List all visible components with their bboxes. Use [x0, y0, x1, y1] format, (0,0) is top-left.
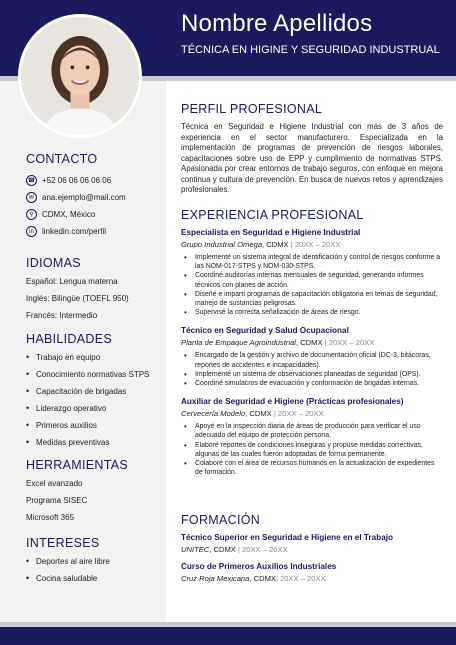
- skill-item: • Conocimiento normativas STPS: [26, 369, 166, 386]
- skills-heading: HABILIDADES: [26, 332, 112, 346]
- job-bullet: • Supervisé la correcta señalización de áreas de riesgo.: [181, 308, 443, 317]
- education-meta: [181, 574, 443, 583]
- skills-section: [26, 332, 166, 454]
- job-entry: [181, 228, 443, 317]
- candidate-role: TÉCNICA EN HIGINE Y SEGURIDAD INDUSTRUAL: [181, 44, 440, 56]
- profile-section: [181, 102, 443, 196]
- job-company: Planta de Empaque Agroindustrial: [181, 338, 296, 348]
- job-dates: | 20XX – 20XX: [271, 409, 324, 419]
- job-dates: | 20XX – 20XX: [288, 240, 341, 249]
- job-title: Especialista en Seguridad e Higiene Industrial: [181, 228, 361, 237]
- job-city: , CDMX: [262, 240, 289, 249]
- linkedin-text[interactable]: linkedin.com/perfil: [42, 227, 107, 236]
- education-title: Técnico Superior en Seguridad e Higiene en el Trabajo: [181, 533, 394, 542]
- job-city: , CDMX: [295, 338, 323, 348]
- education-school: UNITEC: [181, 545, 210, 554]
- education-entry: [181, 562, 443, 583]
- education-school: Cruz Roja Mexicana: [181, 574, 250, 583]
- job-entry: [181, 397, 443, 477]
- job-meta: [181, 409, 443, 418]
- education-dates: | 20XX – 20XX: [275, 574, 326, 583]
- job-company: Cervecería Modelo: [181, 409, 246, 419]
- job-bullet: • Implementé un sistema de observaciones planeadas de seguridad (OPS).: [181, 370, 443, 379]
- education-title: Curso de Primeros Auxilios Industriales: [181, 562, 337, 571]
- education-dates: | 20XX – 20XX: [235, 545, 288, 554]
- education-city: , CDMX: [209, 545, 236, 554]
- contact-location: [26, 209, 166, 220]
- location-text: CDMX, México: [42, 210, 96, 219]
- education-section: [181, 513, 443, 583]
- education-entry: [181, 533, 443, 554]
- profile-photo: [18, 14, 142, 138]
- contact-email[interactable]: [26, 192, 166, 203]
- education-city: , CDMX: [249, 574, 276, 583]
- contact-linkedin[interactable]: [26, 226, 166, 237]
- phone-text: +52 06 06 06 06 06: [42, 176, 112, 185]
- job-company: Grupo Industrial Omega: [181, 240, 263, 249]
- skill-item: • Medidas preventivas: [26, 437, 166, 454]
- languages-section: [26, 256, 166, 327]
- skill-item: • Liderazgo operativo: [26, 403, 166, 420]
- tool-item: Programa SISEC: [26, 496, 88, 505]
- job-bullet: • Elaboré reportes de condiciones inseguras y propuse medidas correctivas, algunas de las cuales fueron adoptadas de forma permanente.: [181, 441, 443, 459]
- job-meta: [181, 240, 443, 249]
- job-bullet: • Coordiné simulacros de evacuación y conformación de brigadas internas.: [181, 379, 443, 388]
- interests-heading: INTERESES: [26, 536, 100, 550]
- job-title: Auxiliar de Seguridad e Higiene (Prácticas profesionales): [181, 397, 404, 407]
- languages-heading: IDIOMAS: [26, 256, 81, 270]
- job-meta: [181, 338, 443, 347]
- interests-section: [26, 536, 166, 590]
- contact-heading: CONTACTO: [26, 152, 98, 166]
- tool-item: Microsoft 365: [26, 513, 75, 522]
- education-meta: [181, 545, 443, 554]
- job-bullet: • Implementé un sistema integral de identificación y control de riesgos conforme a las NOM-017-STPS y NOM-030-STPS.: [181, 253, 443, 271]
- candidate-name: Nombre Apellidos: [181, 10, 373, 37]
- experience-section: [181, 208, 443, 477]
- phone-icon: ☎: [26, 175, 37, 186]
- language-item: Español: Lengua materna: [26, 277, 118, 286]
- job-bullet: • Encargado de la gestión y archivo de documentación oficial (DC-3, bitácoras, reportes de accidentes e incapacidades).: [181, 351, 443, 369]
- skill-item: • Trabajo en equipo: [26, 352, 166, 369]
- tool-item: Excel avanzado: [26, 479, 83, 488]
- contact-phone: [26, 175, 166, 186]
- language-item: Inglés: Bilingüe (TOEFL 950): [26, 294, 129, 303]
- education-heading: FORMACIÓN: [181, 513, 261, 527]
- profile-summary: Técnica en Seguridad e Higiene Industrial con más de 3 años de experiencia en el sector manufacturero. Especializada en la implementación de programas de prevención de riesgos laborales, capacitaciones sobre uso de EPP y cumplimiento de normativas STPS. Apasionada por crear entornos de trabajo seguros, con enfoque en mejora continua y cultura de prevención. En busca de nuevos retos y aprendizajes profesionales.: [181, 122, 443, 194]
- language-item: Francés: Intermedio: [26, 311, 98, 320]
- job-bullet: • Diseñé e impartí programas de capacitación obligatoria en temas de seguridad, manejo de sustancias peligrosas.: [181, 290, 443, 308]
- experience-heading: EXPERIENCIA PROFESIONAL: [181, 208, 364, 222]
- tools-heading: HERRAMIENTAS: [26, 458, 128, 472]
- linkedin-icon: in: [26, 226, 37, 237]
- email-text[interactable]: ana.ejemplo@mail.com: [42, 193, 126, 202]
- job-entry: [181, 326, 443, 388]
- job-bullet: • Colaboré con el área de recursos humanos en la actualización de expedientes de formación.: [181, 459, 443, 477]
- profile-heading: PERFIL PROFESIONAL: [181, 102, 323, 116]
- footer-band: [0, 627, 456, 645]
- job-dates: | 20XX – 20XX: [322, 338, 375, 348]
- job-bullet: • Coordiné auditorías internas mensuales de seguridad, generando informes técnicos con planes de acción.: [181, 271, 443, 289]
- job-city: , CDMX: [245, 409, 272, 419]
- interest-item: • Deportes al aire libre: [26, 556, 166, 573]
- interest-item: • Cocina saludable: [26, 573, 166, 590]
- skill-item: • Capacitación de brigadas: [26, 386, 166, 403]
- job-title: Técnico en Seguridad y Salud Ocupacional: [181, 326, 349, 336]
- job-bullet: • Apoyé en la inspección diaria de áreas de producción para verificar el uso adecuado del equipo de protección persona.: [181, 422, 443, 440]
- skill-item: • Primeros auxilios: [26, 420, 166, 437]
- tools-section: [26, 458, 166, 529]
- location-pin-icon: ⚲: [26, 209, 37, 220]
- mail-icon: ✉: [26, 192, 37, 203]
- contact-section: [26, 152, 166, 237]
